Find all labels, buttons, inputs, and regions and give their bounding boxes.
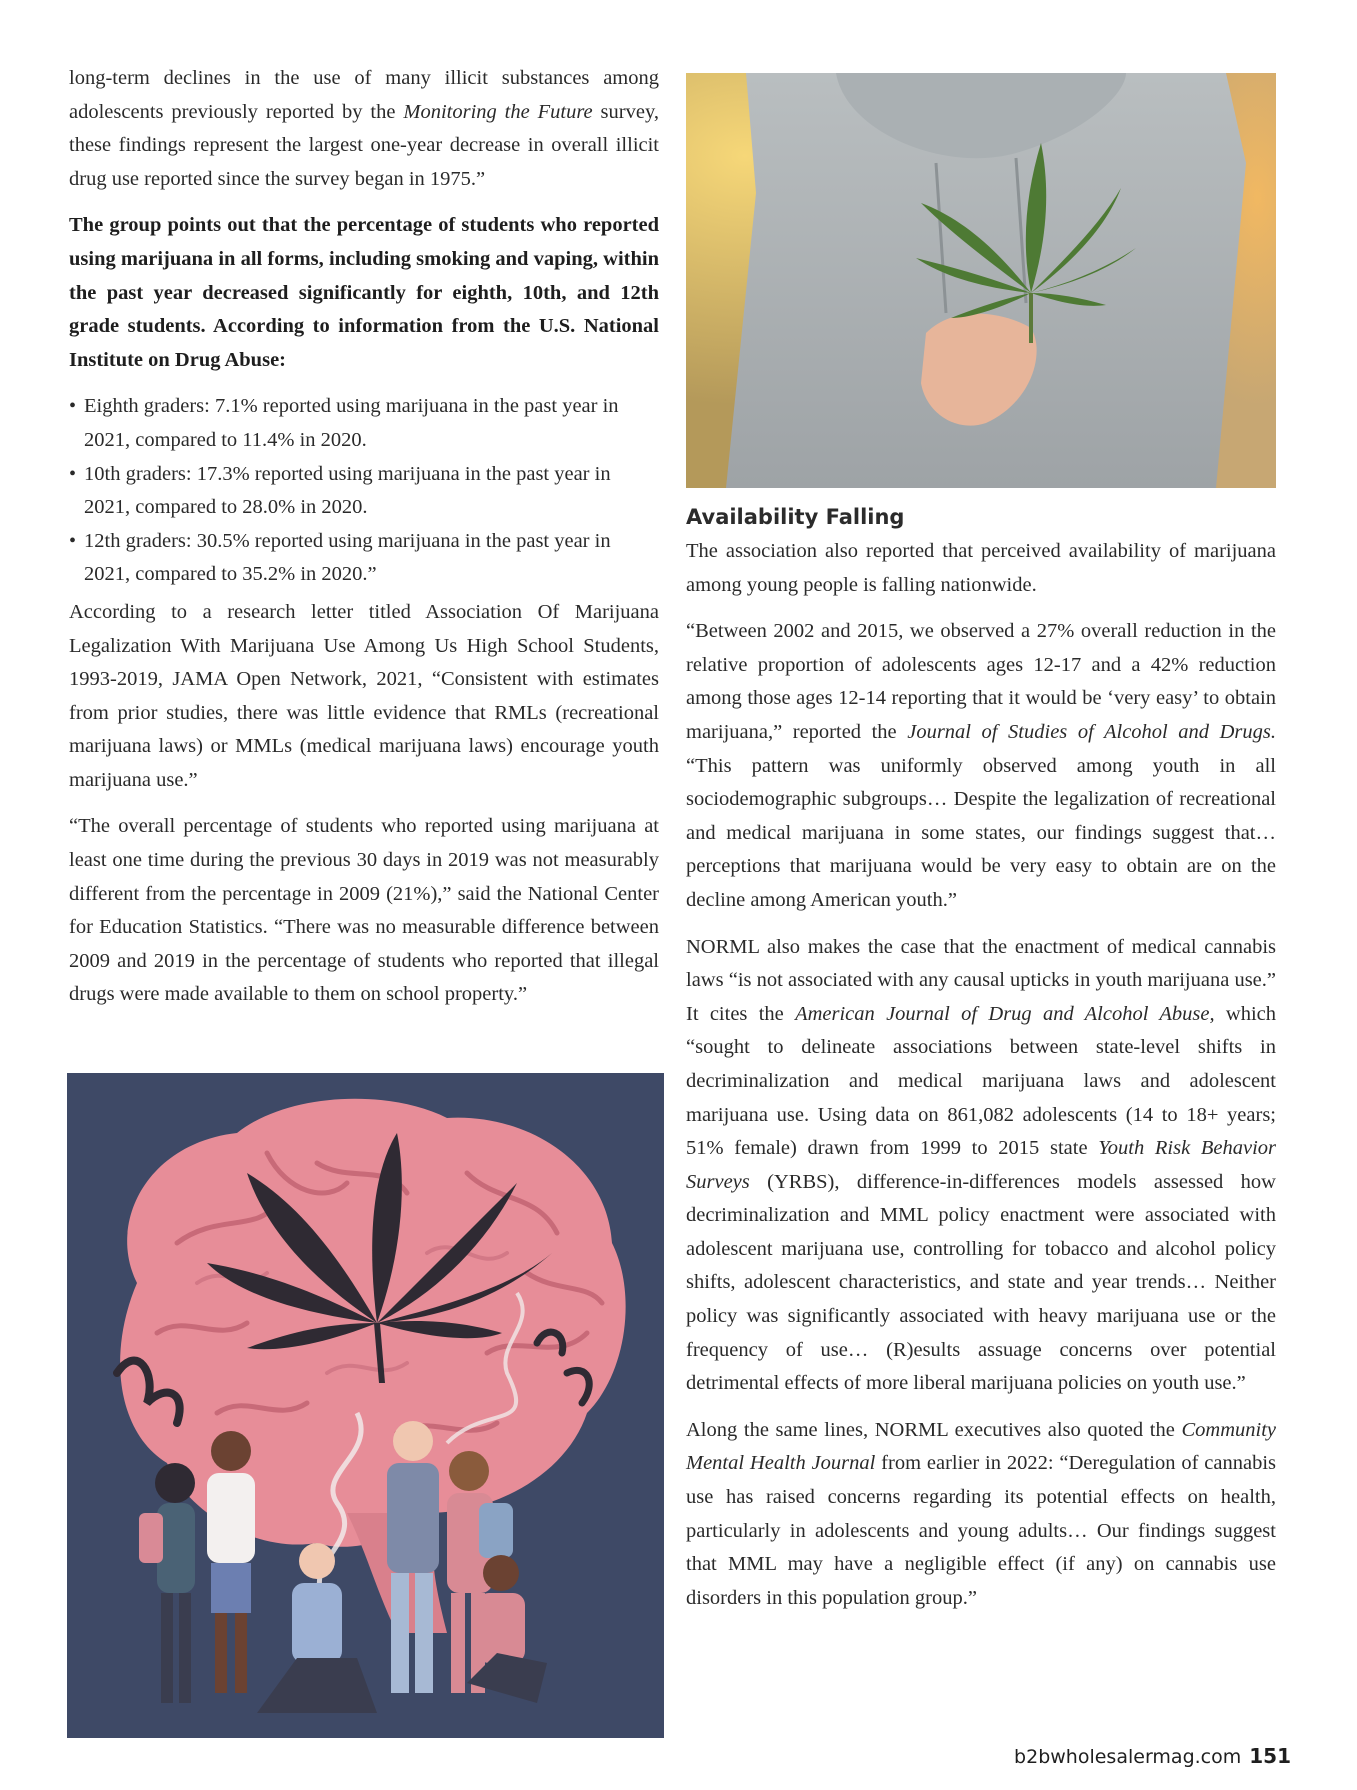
paragraph-intro [69, 62, 659, 196]
paragraph-jama: According to a research letter titled Association Of Marijuana Legalization With Marijuana Use Among Us High School Students, 1993-2019, JAMA Open Network, 2021, “Consistent with estimates from prior studies, there was little evidence that RMLs (recreational marijuana laws) or MMLs (medical marijuana laws) encourage youth marijuana use.” [69, 600, 659, 791]
publication-title: Community Mental Health Journal [686, 1418, 1276, 1475]
text-run: (YRBS), difference-in-differences models assessed how decriminalization and MML policy enactment were associated with adolescent marijuana use, controlling for tobacco and alcohol policy shifts, adolescent characteristics, and state and year trends… Neither policy was significantly associated with heavy marijuana use or the frequency of use… (R)esults assuage concerns over potential detrimental effects of more liberal marijuana policies on youth use.” [686, 1170, 1276, 1395]
text-run: long-term declines in the use of many illicit substances among adolescents previously reported by the [69, 67, 659, 123]
paragraph-journal-studies [686, 615, 1276, 917]
publication-title: American Journal of Drug and Alcohol Abuse, [795, 1002, 1215, 1025]
list-item: • 10th graders: 17.3% reported using marijuana in the past year in 2021, compared to 28.0% in 2020. [69, 458, 659, 525]
paragraph-bold-lead: The group points out that the percentage of students who reported using marijuana in all forms, including smoking and vaping, within the past year decreased significantly for eighth, 10th, and 12th grade students. According to information from the U.S. National Institute on Drug Abuse: [69, 214, 659, 371]
publication-title: Monitoring the Future [403, 100, 593, 123]
paragraph-norml [686, 931, 1276, 1401]
publication-title: Youth Risk Behavior Surveys [686, 1137, 1277, 1193]
grade-statistics-list [69, 390, 659, 592]
text-run: “This pattern was uniformly observed among youth in all sociodemographic subgroups… Despite the legalization of recreational and medical marijuana in some states, our findings suggest that… perceptions that marijuana would be very easy to obtain are on the decline among American youth.” [686, 754, 1276, 911]
right-column [686, 505, 1276, 1615]
text-run: “Between 2002 and 2015, we observed a 27% overall reduction in the relative proportion of adolescents ages 12-17 and a 42% reduction among those ages 12-14 reporting that it would be ‘very easy’ to obtain marijuana,” reported the [686, 620, 1276, 743]
site-url: b2bwholesalermag.com [1014, 1746, 1242, 1768]
page-number: 151 [1249, 1744, 1291, 1768]
left-column [69, 62, 659, 1012]
section-heading: Availability Falling [686, 505, 905, 529]
publication-title: Journal of Studies of Alcohol and Drugs. [907, 720, 1276, 743]
text-run: which “sought to delineate associations between state-level shifts in decriminalization and medical marijuana laws and adolescent marijuana use. Using data on 861,082 adolescents (14 to 18+ years; 51% female) drawn from 1999 to 2015 state [686, 1002, 1276, 1160]
paragraph-community-journal [686, 1414, 1276, 1616]
text-run: NORML also makes the case that the enactment of medical cannabis laws “is not associated with any causal upticks in youth marijuana use.” It cites the [686, 935, 1276, 1025]
paragraph-availability: The association also reported that perceived availability of marijuana among young people is falling nationwide. [686, 540, 1276, 596]
list-item: • Eighth graders: 7.1% reported using marijuana in the past year in 2021, compared to 11.4% in 2020. [69, 390, 659, 457]
paragraph-nces: “The overall percentage of students who reported using marijuana at least one time during the previous 30 days in 2019 was not measurably different from the percentage in 2009 (21%),” said the National Center for Education Statistics. “There was no measurable difference between 2009 and 2019 in the percentage of students who reported that illegal drugs were made available to them on school property.” [69, 815, 659, 1006]
hand-holding-leaf-photo [686, 73, 1276, 488]
text-run: survey, these findings represent the largest one-year decrease in overall illicit drug use reported since the survey began in 1975.” [69, 100, 659, 190]
list-item: • 12th graders: 30.5% reported using marijuana in the past year in 2021, compared to 35.2% in 2020.” [69, 525, 659, 592]
page-footer [1014, 1744, 1291, 1768]
text-run: from earlier in 2022: “Deregulation of cannabis use has raised concerns regarding its potential effects on health, particularly in adolescents and young adults… Our findings suggest that MML may have a negligible effect (if any) on cannabis use disorders in this population group.” [686, 1452, 1276, 1609]
text-run: Along the same lines, NORML executives also quoted the [686, 1418, 1182, 1441]
brain-illustration [67, 1073, 664, 1738]
